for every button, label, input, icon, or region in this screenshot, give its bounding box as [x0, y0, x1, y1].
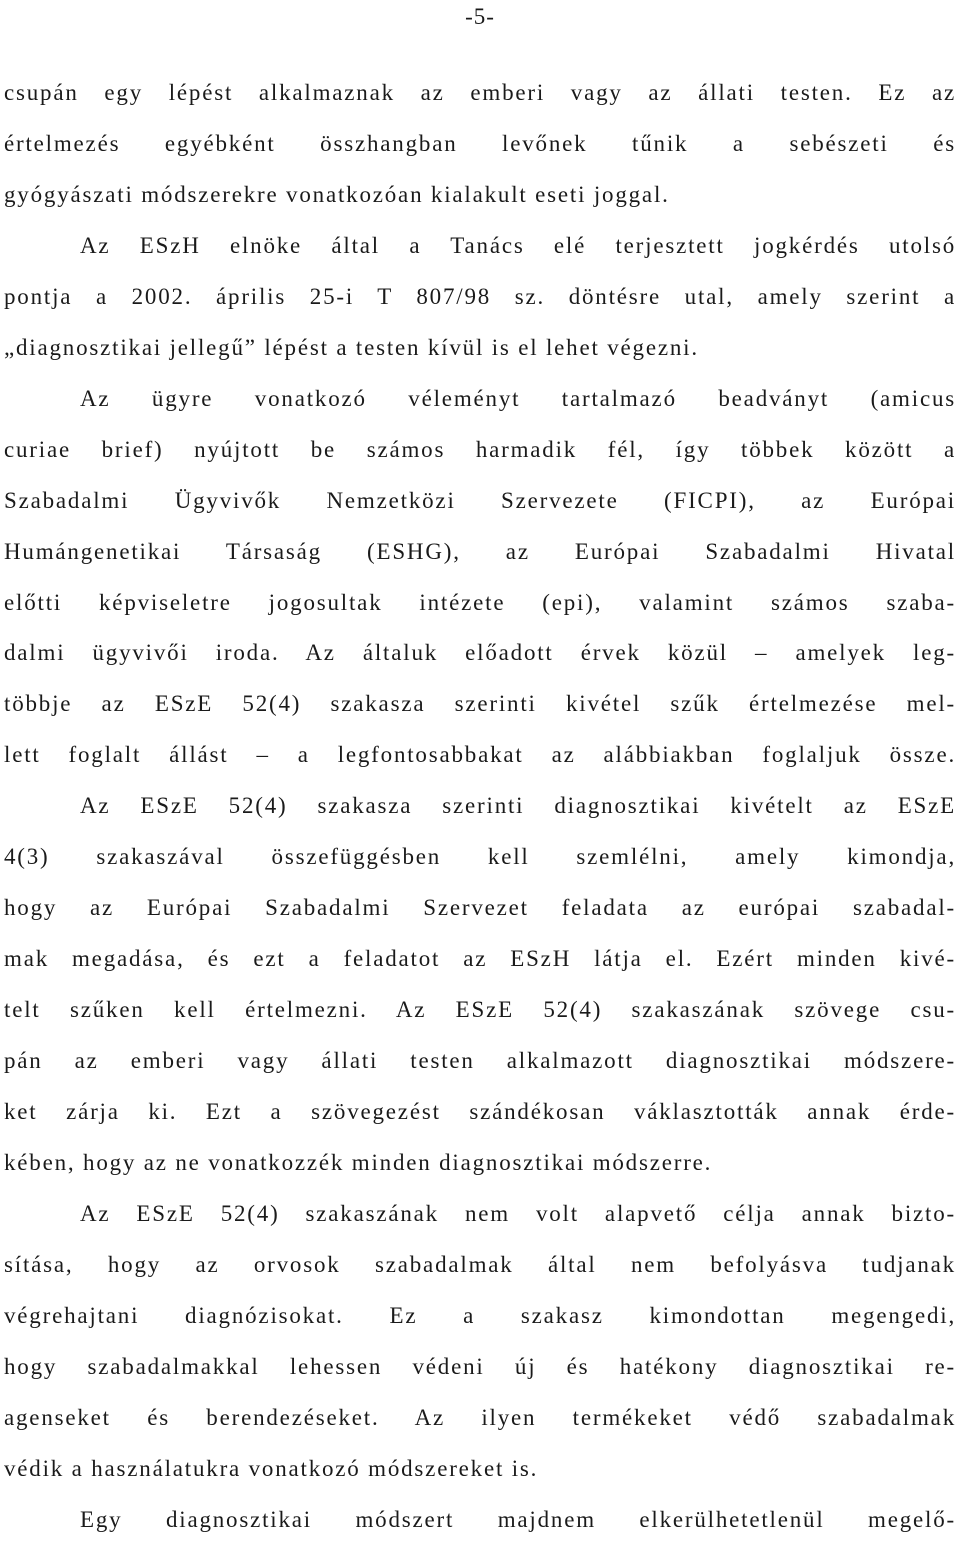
text-line: Humángenetikai Társaság (ESHG), az Európai Szabadalmi Hivatal — [4, 539, 956, 564]
text-line: lett foglalt állást – a legfontosabbakat az alábbiakban foglaljuk össze. — [4, 742, 956, 767]
text-line: többje az ESzE 52(4) szakasza szerinti kivétel szűk értelmezése mel- — [4, 691, 956, 716]
text-line: sítása, hogy az orvosok szabadalmak által nem befolyásva tudjanak — [4, 1252, 956, 1277]
text-line: 4(3) szakaszával összefüggésben kell szemlélni, amely kimondja, — [4, 844, 956, 869]
text-line: gyógyászati módszerekre vonatkozóan kialakult eseti joggal. — [4, 182, 670, 207]
text-line: mak megadása, és ezt a feladatot az ESzH látja el. Ezért minden kivé- — [4, 946, 956, 971]
text-line: csupán egy lépést alkalmaznak az emberi vagy az állati testen. Ez az — [4, 80, 956, 105]
text-line: Az ESzE 52(4) szakasza szerinti diagnosztikai kivételt az ESzE — [80, 793, 956, 818]
text-line: hogy szabadalmakkal lehessen védeni új és hatékony diagnosztikai re- — [4, 1354, 956, 1379]
text-line: curiae brief) nyújtott be számos harmadik fél, így többek között a — [4, 437, 956, 462]
page-number: -5- — [465, 4, 495, 29]
text-line: Egy diagnosztikai módszert majdnem elkerülhetetlenül megelő- — [80, 1507, 956, 1532]
text-line: Szabadalmi Ügyvivők Nemzetközi Szervezete (FICPI), az Európai — [4, 488, 956, 513]
text-line: védik a használatukra vonatkozó módszereket is. — [4, 1456, 539, 1481]
text-line: pontja a 2002. április 25-i T 807/98 sz. döntésre utal, amely szerint a — [4, 284, 956, 309]
text-line: pán az emberi vagy állati testen alkalmazott diagnosztikai módszere- — [4, 1048, 956, 1073]
text-line: Az ügyre vonatkozó véleményt tartalmazó beadványt (amicus — [80, 386, 956, 411]
text-line: végrehajtani diagnózisokat. Ez a szakasz kimondottan megengedi, — [4, 1303, 956, 1328]
text-line: kében, hogy az ne vonatkozzék minden diagnosztikai módszerre. — [4, 1150, 713, 1175]
text-line: dalmi ügyvivői iroda. Az általuk előadott érvek közül – amelyek leg- — [4, 640, 956, 665]
text-line: telt szűken kell értelmezni. Az ESzE 52(4) szakaszának szövege csu- — [4, 997, 956, 1022]
text-line: „diagnosztikai jellegű” lépést a testen kívül is el lehet végezni. — [4, 335, 699, 360]
text-line: értelmezés egyébként összhangban levőnek tűnik a sebészeti és — [4, 131, 956, 156]
text-line: Az ESzH elnöke által a Tanács elé terjesztett jogkérdés utolsó — [80, 233, 956, 258]
text-line: Az ESzE 52(4) szakaszának nem volt alapvető célja annak bizto- — [80, 1201, 956, 1226]
text-line: előtti képviseletre jogosultak intézete (epi), valamint számos szaba- — [4, 590, 956, 615]
text-line: hogy az Európai Szabadalmi Szervezet feladata az európai szabadal- — [4, 895, 956, 920]
text-line: agenseket és berendezéseket. Az ilyen termékeket védő szabadalmak — [4, 1405, 956, 1430]
text-line: ket zárja ki. Ezt a szövegezést szándékosan váklasztották annak érde- — [4, 1099, 956, 1124]
